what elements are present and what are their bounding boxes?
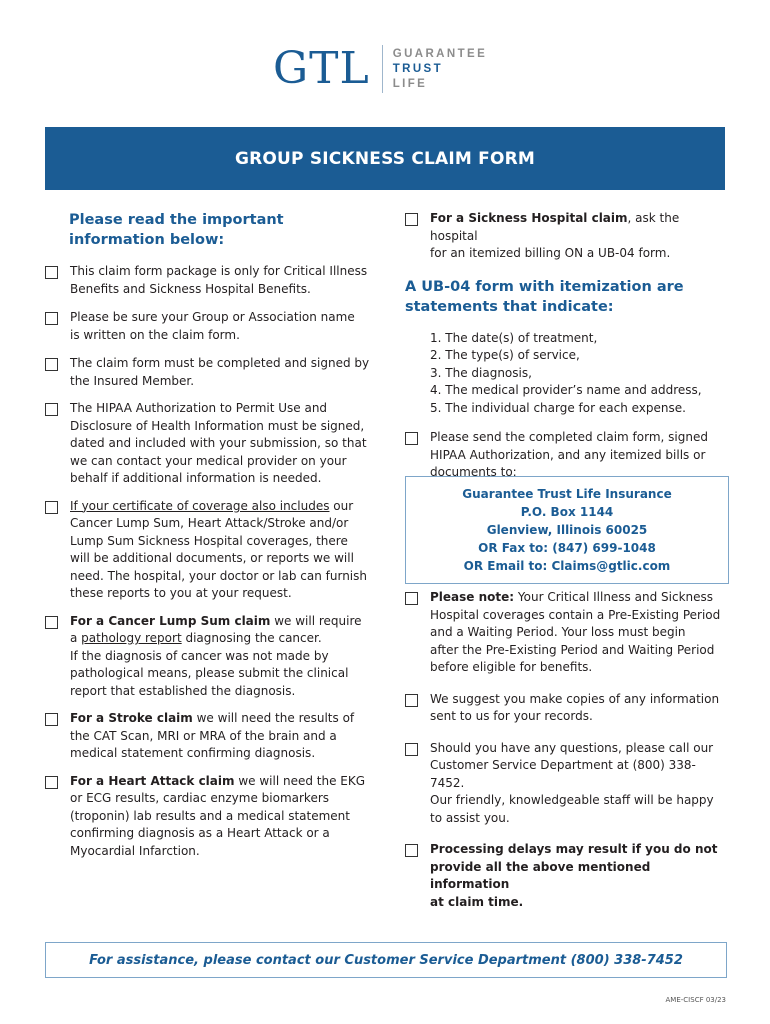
- inline-text: a: [70, 631, 82, 645]
- item-line: Should you have any questions, please call our: [430, 740, 714, 755]
- item-line: [70, 613, 362, 631]
- item-line: will be additional documents, or reports we will: [70, 551, 354, 565]
- item-line: Cancer Lump Sum, Heart Attack/Stroke and/or: [70, 516, 349, 530]
- item-line: The HIPAA Authorization to Permit Use and: [70, 401, 328, 415]
- item-line: This claim form package is only for Critical Illness: [70, 264, 368, 278]
- item-line: [430, 589, 720, 607]
- item-line: [70, 710, 354, 728]
- title-banner: [45, 127, 725, 190]
- address-email[interactable]: OR Email to: Claims@gtlic.com: [463, 559, 671, 573]
- bold-label: For a Cancer Lump Sum claim: [70, 613, 271, 628]
- gtl-logo: [273, 44, 487, 94]
- item-text: [430, 691, 719, 726]
- underlined-text: pathology report: [81, 631, 182, 645]
- item-line: If the diagnosis of cancer was not made by: [70, 648, 329, 663]
- item-line: pathological means, please submit the clinical: [70, 666, 349, 680]
- item-line: provide all the above mentioned information: [430, 859, 651, 891]
- address-city: Glenview, Illinois 60025: [486, 523, 648, 537]
- ub04-step: 4. The medical provider’s name and address,: [430, 383, 702, 397]
- item-text: [430, 210, 730, 263]
- item-line: and a Waiting Period. Your loss must begin: [430, 625, 686, 639]
- inline-text: , ask the hospital: [430, 211, 680, 243]
- address-po-box: P.O. Box 1144: [520, 505, 614, 519]
- checklist-item: [45, 309, 375, 344]
- checklist-item: [45, 710, 375, 763]
- checkbox[interactable]: [45, 616, 58, 629]
- ub04-heading-line: A UB-04 form with itemization are: [405, 278, 684, 295]
- item-line: is written on the claim form.: [70, 327, 240, 342]
- item-line: after the Pre-Existing Period and Waiting Period: [430, 642, 715, 657]
- checkbox[interactable]: [45, 403, 58, 416]
- checkbox[interactable]: [45, 358, 58, 371]
- assistance-box: [45, 942, 727, 978]
- form-title: GROUP SICKNESS CLAIM FORM: [234, 148, 536, 169]
- item-line: Hospital coverages contain a Pre-Existing Period: [430, 607, 721, 622]
- item-line: the CAT Scan, MRI or MRA of the brain and a: [70, 728, 337, 743]
- item-line: confirming diagnosis as a Heart Attack or a: [70, 826, 330, 840]
- bold-label: For a Heart Attack claim: [70, 773, 235, 788]
- ub04-heading: [405, 277, 730, 317]
- logo-mark: GTL: [273, 43, 370, 94]
- inline-text: Your Critical Illness and Sickness: [514, 590, 714, 604]
- checklist-item: [45, 613, 375, 701]
- item-line: (troponin) lab results and a medical statement: [70, 808, 350, 823]
- item-line: at claim time.: [430, 894, 524, 909]
- item-line: these reports to you at your request.: [70, 586, 292, 600]
- item-line: dated and included with your submission, so that: [70, 436, 367, 450]
- item-line: Benefits and Sickness Hospital Benefits.: [70, 281, 311, 296]
- item-text: [430, 589, 720, 677]
- ub04-step: 3. The diagnosis,: [430, 365, 532, 380]
- item-line: before eligible for benefits.: [430, 660, 593, 674]
- checkbox[interactable]: [45, 776, 58, 789]
- checkbox[interactable]: [405, 694, 418, 707]
- item-text: [70, 400, 367, 488]
- item-line: [70, 498, 367, 516]
- checklist-item: [405, 589, 730, 677]
- left-heading-line: Please read the important: [69, 212, 284, 228]
- address-fax: OR Fax to: (847) 699-1048: [478, 541, 656, 555]
- left-heading: [69, 210, 375, 250]
- ub04-step: 2. The type(s) of service,: [430, 348, 580, 362]
- logo-divider: [382, 45, 383, 93]
- left-column: [45, 210, 375, 860]
- inline-text: our: [329, 498, 354, 513]
- item-line: Please be sure your Group or Association name: [70, 310, 355, 324]
- item-text: [430, 841, 730, 911]
- checklist-item: [45, 263, 375, 298]
- inline-text: we will need the EKG: [234, 773, 366, 788]
- right-column: [405, 210, 730, 482]
- right-column-lower: [405, 589, 730, 911]
- item-line: need. The hospital, your doctor or lab can furnish: [70, 568, 367, 583]
- ub04-step: 1. The date(s) of treatment,: [430, 330, 598, 345]
- checklist-item: [45, 773, 375, 861]
- checklist-item: [405, 429, 730, 482]
- inline-text: diagnosing the cancer.: [181, 631, 322, 645]
- item-text: [70, 710, 354, 763]
- item-line: documents to:: [430, 465, 517, 479]
- bold-label: For a Sickness Hospital claim: [430, 211, 628, 225]
- checkbox[interactable]: [405, 844, 418, 857]
- item-line: we can contact your medical provider on your: [70, 453, 347, 468]
- checkbox[interactable]: [405, 213, 418, 226]
- assistance-text: For assistance, please contact our Customer Service Department (800) 338-7452: [89, 952, 683, 968]
- checkbox[interactable]: [45, 266, 58, 279]
- item-line: Customer Service Department at (800) 338-7452.: [430, 758, 696, 790]
- item-line: [70, 630, 362, 648]
- bold-label: Please note:: [430, 590, 515, 604]
- item-line: the Insured Member.: [70, 373, 195, 388]
- item-line: for an itemized billing ON a UB-04 form.: [430, 246, 671, 260]
- checkbox[interactable]: [405, 743, 418, 756]
- inline-text: we will require: [270, 613, 362, 628]
- checklist-item: [405, 691, 730, 726]
- item-line: sent to us for your records.: [430, 709, 593, 723]
- logo-word-guarantee: GUARANTEE: [392, 47, 488, 60]
- ub04-steps: [405, 330, 730, 418]
- item-text: [70, 613, 362, 701]
- address-company: Guarantee Trust Life Insurance: [462, 487, 672, 501]
- bold-label: For a Stroke claim: [70, 711, 193, 725]
- item-text: [70, 355, 369, 390]
- item-line: Lump Sum Sickness Hospital coverages, there: [70, 533, 348, 548]
- item-line: Our friendly, knowledgeable staff will be happy: [430, 793, 714, 807]
- checklist-item: [405, 841, 730, 911]
- item-text: [430, 429, 708, 482]
- item-line: to assist you.: [430, 810, 510, 825]
- checkbox[interactable]: [45, 713, 58, 726]
- ub04-step: 5. The individual charge for each expense.: [430, 400, 686, 415]
- item-line: Disclosure of Health Information must be signed,: [70, 418, 365, 433]
- checklist-item: [45, 498, 375, 603]
- item-line: [70, 773, 365, 791]
- item-line: Please send the completed claim form, signed: [430, 430, 708, 444]
- checkbox[interactable]: [45, 312, 58, 325]
- logo-wordmark: [393, 47, 487, 92]
- item-line: medical statement confirming diagnosis.: [70, 746, 316, 760]
- checklist-item: [405, 740, 730, 828]
- logo-word-life: LIFE: [392, 77, 428, 90]
- form-code: AME-CISCF 03/23: [665, 996, 726, 1004]
- item-line: HIPAA Authorization, and any itemized bills or: [430, 447, 706, 462]
- item-text: [70, 773, 365, 861]
- ub04-heading-line: statements that indicate:: [405, 298, 614, 315]
- left-heading-line: information below:: [69, 232, 225, 248]
- checklist-item: [405, 210, 730, 263]
- item-line: [430, 210, 730, 245]
- mailing-address-box: [405, 476, 729, 584]
- item-line: Myocardial Infarction.: [70, 843, 200, 858]
- item-line: Processing delays may result if you do not: [430, 842, 718, 856]
- item-line: report that established the diagnosis.: [70, 683, 296, 698]
- checkbox[interactable]: [405, 592, 418, 605]
- inline-text: we will need the results of: [192, 711, 355, 725]
- checklist-item: [45, 355, 375, 390]
- item-text: [430, 740, 730, 828]
- item-line: or ECG results, cardiac enzyme biomarkers: [70, 791, 330, 805]
- item-text: [70, 498, 367, 603]
- item-line: We suggest you make copies of any information: [430, 691, 720, 706]
- checklist-item: [45, 400, 375, 488]
- checkbox[interactable]: [405, 432, 418, 445]
- item-text: [70, 309, 355, 344]
- item-line: The claim form must be completed and signed by: [70, 356, 370, 370]
- underlined-text: If your certificate of coverage also includes: [70, 498, 330, 513]
- checkbox[interactable]: [45, 501, 58, 514]
- item-line: behalf if additional information is needed.: [70, 471, 322, 485]
- logo-word-trust: TRUST: [392, 62, 444, 75]
- item-text: [70, 263, 367, 298]
